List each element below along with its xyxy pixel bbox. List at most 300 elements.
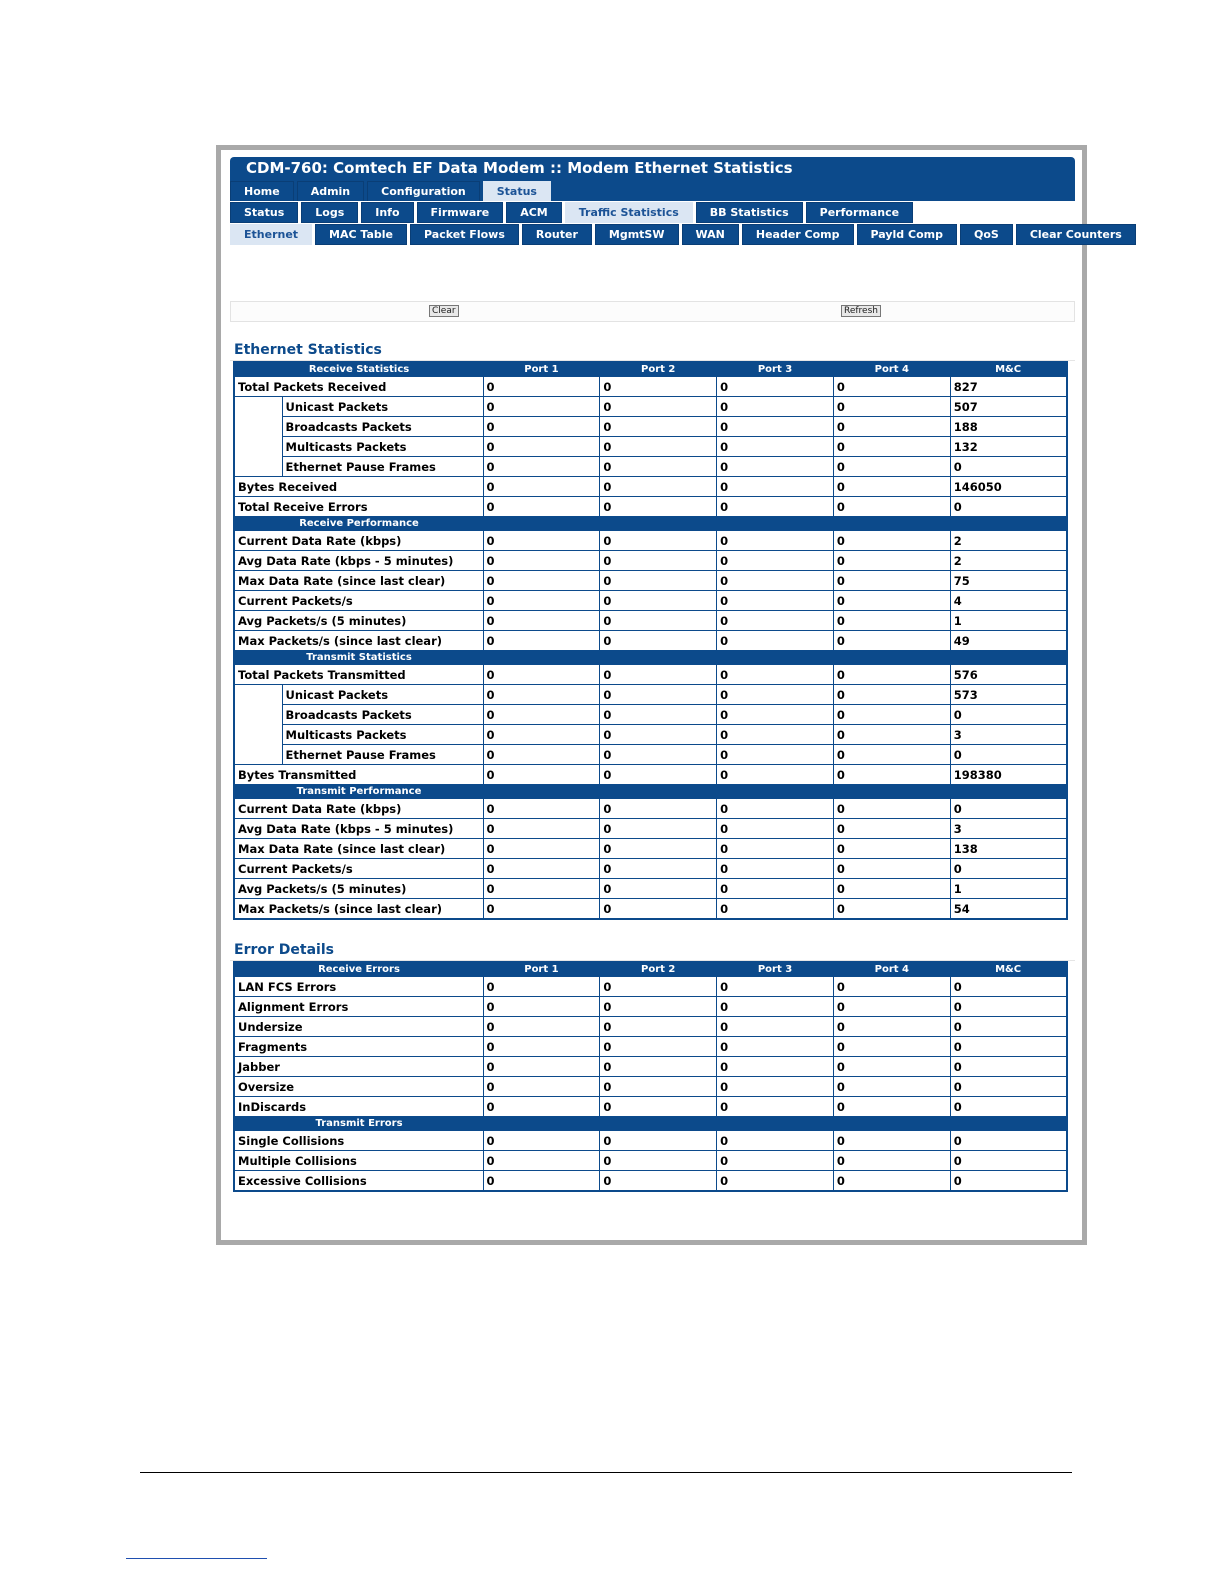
cell-value: 0 bbox=[717, 977, 834, 997]
cell-value: 0 bbox=[483, 551, 600, 571]
column-header: Port 3 bbox=[717, 362, 834, 377]
cell-value: 0 bbox=[950, 977, 1067, 997]
row-label: Avg Packets/s (5 minutes) bbox=[234, 611, 483, 631]
column-header-blank bbox=[600, 651, 717, 665]
column-header-blank bbox=[483, 785, 600, 799]
column-header: M&C bbox=[950, 362, 1067, 377]
cell-value: 0 bbox=[717, 725, 834, 745]
cell-value: 0 bbox=[483, 997, 600, 1017]
table-row bbox=[234, 437, 1067, 457]
cell-value: 0 bbox=[483, 705, 600, 725]
cell-value: 0 bbox=[833, 1131, 950, 1151]
cell-value: 3 bbox=[950, 725, 1067, 745]
cell-value: 0 bbox=[483, 1097, 600, 1117]
cell-value: 0 bbox=[483, 879, 600, 899]
cell-value: 0 bbox=[833, 725, 950, 745]
cell-value: 0 bbox=[717, 997, 834, 1017]
column-header-blank bbox=[833, 517, 950, 531]
table-row bbox=[234, 1151, 1067, 1171]
cell-value: 0 bbox=[600, 685, 717, 705]
row-label: InDiscards bbox=[234, 1097, 483, 1117]
cell-value: 0 bbox=[717, 611, 834, 631]
subtab-firmware[interactable]: Firmware bbox=[417, 202, 504, 223]
table-row bbox=[234, 799, 1067, 819]
cell-value: 0 bbox=[833, 1077, 950, 1097]
table-row bbox=[234, 879, 1067, 899]
cell-value: 0 bbox=[717, 705, 834, 725]
cell-value: 0 bbox=[833, 879, 950, 899]
cell-value: 0 bbox=[833, 1037, 950, 1057]
cell-value: 0 bbox=[950, 859, 1067, 879]
cell-value: 0 bbox=[833, 571, 950, 591]
cell-value: 0 bbox=[483, 497, 600, 517]
cell-value: 0 bbox=[600, 611, 717, 631]
cell-value: 0 bbox=[833, 997, 950, 1017]
cell-value: 1 bbox=[950, 611, 1067, 631]
subtab-info[interactable]: Info bbox=[361, 202, 413, 223]
section-header-row bbox=[234, 651, 1067, 665]
cell-value: 0 bbox=[483, 977, 600, 997]
column-header-blank bbox=[833, 785, 950, 799]
cell-value: 0 bbox=[600, 879, 717, 899]
cell-value: 0 bbox=[600, 1017, 717, 1037]
cell-value: 0 bbox=[600, 551, 717, 571]
cell-value: 507 bbox=[950, 397, 1067, 417]
subtab-status[interactable]: Status bbox=[230, 202, 298, 223]
row-label: Avg Packets/s (5 minutes) bbox=[234, 879, 483, 899]
cell-value: 827 bbox=[950, 377, 1067, 397]
row-label: Unicast Packets bbox=[282, 397, 483, 417]
table-row bbox=[234, 1131, 1067, 1151]
subtab-traffic-statistics[interactable]: Traffic Statistics bbox=[565, 202, 693, 223]
cell-value: 0 bbox=[833, 745, 950, 765]
column-header-blank bbox=[950, 785, 1067, 799]
table-row bbox=[234, 1037, 1067, 1057]
row-label: Max Packets/s (since last clear) bbox=[234, 899, 483, 920]
cell-value: 0 bbox=[483, 899, 600, 920]
table-row bbox=[234, 1171, 1067, 1192]
cell-value: 0 bbox=[717, 1037, 834, 1057]
cell-value: 0 bbox=[833, 765, 950, 785]
cell-value: 0 bbox=[717, 899, 834, 920]
row-label: Max Packets/s (since last clear) bbox=[234, 631, 483, 651]
column-header-blank bbox=[950, 651, 1067, 665]
traffic-subnav bbox=[230, 224, 1122, 245]
table-row bbox=[234, 457, 1067, 477]
cell-value: 0 bbox=[483, 725, 600, 745]
column-header-blank bbox=[483, 1117, 600, 1131]
subtab-logs[interactable]: Logs bbox=[301, 202, 358, 223]
cell-value: 0 bbox=[833, 531, 950, 551]
cell-value: 0 bbox=[483, 457, 600, 477]
traffic-tab-qos[interactable]: QoS bbox=[960, 224, 1013, 245]
row-label: Alignment Errors bbox=[234, 997, 483, 1017]
cell-value: 0 bbox=[483, 745, 600, 765]
tab-status[interactable]: Status bbox=[483, 181, 551, 201]
table-row bbox=[234, 1097, 1067, 1117]
section-header-row bbox=[234, 362, 1067, 377]
row-label: Single Collisions bbox=[234, 1131, 483, 1151]
cell-value: 0 bbox=[483, 571, 600, 591]
column-header-blank bbox=[833, 651, 950, 665]
cell-value: 0 bbox=[483, 1151, 600, 1171]
cell-value: 0 bbox=[483, 591, 600, 611]
cell-value: 0 bbox=[833, 839, 950, 859]
column-header-blank bbox=[833, 1117, 950, 1131]
cell-value: 0 bbox=[717, 497, 834, 517]
cell-value: 0 bbox=[833, 631, 950, 651]
table-row bbox=[234, 417, 1067, 437]
row-label: Multicasts Packets bbox=[282, 725, 483, 745]
button-bar bbox=[230, 301, 1075, 322]
cell-value: 2 bbox=[950, 531, 1067, 551]
table-row bbox=[234, 977, 1067, 997]
cell-value: 198380 bbox=[950, 765, 1067, 785]
ethernet-statistics-title: Ethernet Statistics bbox=[230, 342, 1075, 361]
cell-value: 0 bbox=[483, 1037, 600, 1057]
row-label: Oversize bbox=[234, 1077, 483, 1097]
table-row bbox=[234, 859, 1067, 879]
cell-value: 0 bbox=[600, 1097, 717, 1117]
error-details-table bbox=[233, 961, 1068, 1192]
cell-value: 0 bbox=[600, 725, 717, 745]
cell-value: 0 bbox=[950, 1037, 1067, 1057]
cell-value: 0 bbox=[483, 839, 600, 859]
cell-value: 0 bbox=[833, 377, 950, 397]
cell-value: 0 bbox=[717, 571, 834, 591]
cell-value: 0 bbox=[833, 685, 950, 705]
tab-home[interactable]: Home bbox=[230, 181, 294, 201]
cell-value: 0 bbox=[717, 397, 834, 417]
cell-value: 0 bbox=[833, 417, 950, 437]
row-label: Max Data Rate (since last clear) bbox=[234, 839, 483, 859]
cell-value: 0 bbox=[717, 437, 834, 457]
table-row bbox=[234, 591, 1067, 611]
cell-value: 0 bbox=[717, 1057, 834, 1077]
cell-value: 0 bbox=[483, 1057, 600, 1077]
cell-value: 0 bbox=[600, 631, 717, 651]
row-label: Current Packets/s bbox=[234, 859, 483, 879]
cell-value: 0 bbox=[717, 685, 834, 705]
cell-value: 0 bbox=[717, 1151, 834, 1171]
cell-value: 0 bbox=[833, 1057, 950, 1077]
cell-value: 0 bbox=[717, 1131, 834, 1151]
table-row bbox=[234, 899, 1067, 920]
row-label: Broadcasts Packets bbox=[282, 417, 483, 437]
cell-value: 54 bbox=[950, 899, 1067, 920]
row-label: Fragments bbox=[234, 1037, 483, 1057]
table-row bbox=[234, 745, 1067, 765]
section-header-row bbox=[234, 1117, 1067, 1131]
cell-value: 0 bbox=[600, 1171, 717, 1192]
cell-value: 75 bbox=[950, 571, 1067, 591]
cell-value: 0 bbox=[833, 551, 950, 571]
tab-admin[interactable]: Admin bbox=[297, 181, 364, 201]
row-label: Excessive Collisions bbox=[234, 1171, 483, 1192]
cell-value: 49 bbox=[950, 631, 1067, 651]
column-header: Port 1 bbox=[483, 362, 600, 377]
traffic-tab-router[interactable]: Router bbox=[522, 224, 592, 245]
cell-value: 0 bbox=[717, 745, 834, 765]
table-row bbox=[234, 665, 1067, 685]
column-header-blank bbox=[717, 517, 834, 531]
cell-value: 0 bbox=[600, 417, 717, 437]
row-label: Bytes Received bbox=[234, 477, 483, 497]
row-label: Current Packets/s bbox=[234, 591, 483, 611]
table-row bbox=[234, 819, 1067, 839]
row-label: Ethernet Pause Frames bbox=[282, 457, 483, 477]
row-label: Unicast Packets bbox=[282, 685, 483, 705]
table-row bbox=[234, 1077, 1067, 1097]
cell-value: 0 bbox=[600, 531, 717, 551]
row-label: Avg Data Rate (kbps - 5 minutes) bbox=[234, 819, 483, 839]
cell-value: 0 bbox=[950, 1151, 1067, 1171]
cell-value: 0 bbox=[833, 437, 950, 457]
cell-value: 132 bbox=[950, 437, 1067, 457]
column-header-blank bbox=[717, 785, 834, 799]
cell-value: 0 bbox=[600, 397, 717, 417]
row-label: LAN FCS Errors bbox=[234, 977, 483, 997]
cell-value: 0 bbox=[600, 899, 717, 920]
table-row bbox=[234, 1017, 1067, 1037]
cell-value: 0 bbox=[833, 1151, 950, 1171]
column-header-blank bbox=[600, 785, 717, 799]
table-row bbox=[234, 611, 1067, 631]
cell-value: 0 bbox=[950, 1077, 1067, 1097]
subtab-bb-statistics[interactable]: BB Statistics bbox=[696, 202, 803, 223]
cell-value: 0 bbox=[833, 859, 950, 879]
section-header: Receive Performance bbox=[234, 517, 483, 531]
cell-value: 0 bbox=[600, 819, 717, 839]
cell-value: 0 bbox=[950, 497, 1067, 517]
traffic-tab-packet-flows[interactable]: Packet Flows bbox=[410, 224, 519, 245]
footer-rule bbox=[140, 1472, 1072, 1473]
column-header-blank bbox=[950, 517, 1067, 531]
cell-value: 0 bbox=[717, 457, 834, 477]
cell-value: 0 bbox=[600, 497, 717, 517]
cell-value: 0 bbox=[600, 745, 717, 765]
cell-value: 0 bbox=[600, 477, 717, 497]
cell-value: 0 bbox=[483, 685, 600, 705]
cell-value: 0 bbox=[483, 437, 600, 457]
cell-value: 0 bbox=[717, 591, 834, 611]
cell-value: 0 bbox=[950, 997, 1067, 1017]
cell-value: 0 bbox=[717, 839, 834, 859]
cell-value: 0 bbox=[600, 1057, 717, 1077]
cell-value: 0 bbox=[600, 765, 717, 785]
cell-value: 0 bbox=[600, 1037, 717, 1057]
cell-value: 0 bbox=[717, 1017, 834, 1037]
cell-value: 0 bbox=[600, 977, 717, 997]
page-title: CDM-760: Comtech EF Data Modem :: Modem Ethernet Statistics bbox=[230, 157, 1075, 180]
cell-value: 0 bbox=[717, 799, 834, 819]
cell-value: 0 bbox=[833, 397, 950, 417]
table-row bbox=[234, 997, 1067, 1017]
indent-spacer bbox=[234, 685, 282, 765]
column-header: Port 2 bbox=[600, 362, 717, 377]
cell-value: 0 bbox=[483, 859, 600, 879]
cell-value: 188 bbox=[950, 417, 1067, 437]
row-label: Multicasts Packets bbox=[282, 437, 483, 457]
tab-configuration[interactable]: Configuration bbox=[367, 181, 480, 201]
row-label: Jabber bbox=[234, 1057, 483, 1077]
cell-value: 0 bbox=[717, 1097, 834, 1117]
table-row bbox=[234, 497, 1067, 517]
cell-value: 0 bbox=[600, 457, 717, 477]
cell-value: 0 bbox=[717, 665, 834, 685]
row-label: Avg Data Rate (kbps - 5 minutes) bbox=[234, 551, 483, 571]
section-header-row bbox=[234, 517, 1067, 531]
cell-value: 0 bbox=[483, 665, 600, 685]
cell-value: 0 bbox=[600, 997, 717, 1017]
section-header-row bbox=[234, 962, 1067, 977]
row-label: Current Data Rate (kbps) bbox=[234, 799, 483, 819]
cell-value: 0 bbox=[483, 531, 600, 551]
cell-value: 0 bbox=[600, 665, 717, 685]
cell-value: 0 bbox=[833, 497, 950, 517]
table-row bbox=[234, 397, 1067, 417]
clear-button[interactable]: Clear bbox=[429, 305, 459, 317]
subtab-acm[interactable]: ACM bbox=[506, 202, 562, 223]
main-nav bbox=[230, 180, 1075, 201]
ethernet-statistics-table bbox=[233, 361, 1068, 920]
table-row bbox=[234, 377, 1067, 397]
cell-value: 0 bbox=[483, 397, 600, 417]
cell-value: 3 bbox=[950, 819, 1067, 839]
traffic-tab-header-comp[interactable]: Header Comp bbox=[742, 224, 854, 245]
cell-value: 0 bbox=[483, 819, 600, 839]
cell-value: 0 bbox=[600, 1131, 717, 1151]
row-label: Total Packets Transmitted bbox=[234, 665, 483, 685]
cell-value: 0 bbox=[950, 1057, 1067, 1077]
table-row bbox=[234, 1057, 1067, 1077]
table-row bbox=[234, 551, 1067, 571]
cell-value: 0 bbox=[717, 1171, 834, 1192]
cell-value: 0 bbox=[600, 571, 717, 591]
cell-value: 0 bbox=[600, 377, 717, 397]
cell-value: 0 bbox=[717, 819, 834, 839]
column-header: Port 3 bbox=[717, 962, 834, 977]
cell-value: 0 bbox=[950, 799, 1067, 819]
section-header: Receive Statistics bbox=[234, 362, 483, 377]
cell-value: 0 bbox=[717, 1077, 834, 1097]
cell-value: 0 bbox=[833, 819, 950, 839]
cell-value: 0 bbox=[717, 377, 834, 397]
cell-value: 0 bbox=[950, 1131, 1067, 1151]
column-header: Port 1 bbox=[483, 962, 600, 977]
row-label: Ethernet Pause Frames bbox=[282, 745, 483, 765]
column-header-blank bbox=[483, 517, 600, 531]
cell-value: 0 bbox=[833, 477, 950, 497]
refresh-button[interactable]: Refresh bbox=[841, 305, 881, 317]
section-header: Transmit Statistics bbox=[234, 651, 483, 665]
row-label: Total Receive Errors bbox=[234, 497, 483, 517]
traffic-tab-clear-counters[interactable]: Clear Counters bbox=[1016, 224, 1136, 245]
cell-value: 0 bbox=[483, 1131, 600, 1151]
table-row bbox=[234, 705, 1067, 725]
cell-value: 0 bbox=[717, 879, 834, 899]
traffic-tab-ethernet[interactable]: Ethernet bbox=[230, 224, 312, 245]
table-row bbox=[234, 725, 1067, 745]
cell-value: 0 bbox=[833, 799, 950, 819]
cell-value: 0 bbox=[717, 477, 834, 497]
cell-value: 576 bbox=[950, 665, 1067, 685]
cell-value: 0 bbox=[600, 1077, 717, 1097]
table-row bbox=[234, 531, 1067, 551]
traffic-tab-mac-table[interactable]: MAC Table bbox=[315, 224, 407, 245]
indent-spacer bbox=[234, 397, 282, 477]
table-row bbox=[234, 839, 1067, 859]
cell-value: 0 bbox=[483, 377, 600, 397]
cell-value: 0 bbox=[833, 457, 950, 477]
cell-value: 0 bbox=[717, 417, 834, 437]
cell-value: 0 bbox=[600, 799, 717, 819]
footer-link-underline bbox=[126, 1558, 267, 1559]
cell-value: 1 bbox=[950, 879, 1067, 899]
cell-value: 573 bbox=[950, 685, 1067, 705]
row-label: Total Packets Received bbox=[234, 377, 483, 397]
cell-value: 0 bbox=[950, 705, 1067, 725]
cell-value: 0 bbox=[833, 665, 950, 685]
cell-value: 0 bbox=[717, 551, 834, 571]
column-header-blank bbox=[717, 1117, 834, 1131]
cell-value: 0 bbox=[950, 745, 1067, 765]
traffic-tab-mgmtsw[interactable]: MgmtSW bbox=[595, 224, 679, 245]
column-header-blank bbox=[600, 517, 717, 531]
cell-value: 0 bbox=[950, 1171, 1067, 1192]
cell-value: 0 bbox=[600, 705, 717, 725]
column-header-blank bbox=[600, 1117, 717, 1131]
cell-value: 0 bbox=[833, 705, 950, 725]
row-label: Max Data Rate (since last clear) bbox=[234, 571, 483, 591]
section-header-row bbox=[234, 785, 1067, 799]
cell-value: 0 bbox=[600, 437, 717, 457]
table-row bbox=[234, 685, 1067, 705]
column-header-blank bbox=[483, 651, 600, 665]
cell-value: 0 bbox=[833, 611, 950, 631]
subtab-performance[interactable]: Performance bbox=[806, 202, 913, 223]
cell-value: 4 bbox=[950, 591, 1067, 611]
table-row bbox=[234, 631, 1067, 651]
traffic-tab-payld-comp[interactable]: Payld Comp bbox=[857, 224, 957, 245]
cell-value: 0 bbox=[483, 417, 600, 437]
section-header: Receive Errors bbox=[234, 962, 483, 977]
table-row bbox=[234, 477, 1067, 497]
section-header: Transmit Errors bbox=[234, 1117, 483, 1131]
cell-value: 0 bbox=[483, 1077, 600, 1097]
cell-value: 0 bbox=[600, 839, 717, 859]
cell-value: 0 bbox=[717, 631, 834, 651]
cell-value: 0 bbox=[717, 765, 834, 785]
traffic-tab-wan[interactable]: WAN bbox=[682, 224, 739, 245]
web-ui bbox=[230, 157, 1122, 1192]
cell-value: 0 bbox=[483, 1171, 600, 1192]
cell-value: 0 bbox=[483, 1017, 600, 1037]
cell-value: 0 bbox=[483, 611, 600, 631]
cell-value: 0 bbox=[833, 899, 950, 920]
cell-value: 146050 bbox=[950, 477, 1067, 497]
cell-value: 0 bbox=[600, 859, 717, 879]
cell-value: 0 bbox=[833, 591, 950, 611]
cell-value: 0 bbox=[833, 1097, 950, 1117]
cell-value: 0 bbox=[600, 1151, 717, 1171]
cell-value: 0 bbox=[950, 457, 1067, 477]
cell-value: 0 bbox=[483, 631, 600, 651]
cell-value: 0 bbox=[833, 1171, 950, 1192]
browser-frame bbox=[216, 145, 1122, 1245]
column-header: Port 4 bbox=[833, 962, 950, 977]
status-subnav bbox=[230, 202, 1075, 223]
